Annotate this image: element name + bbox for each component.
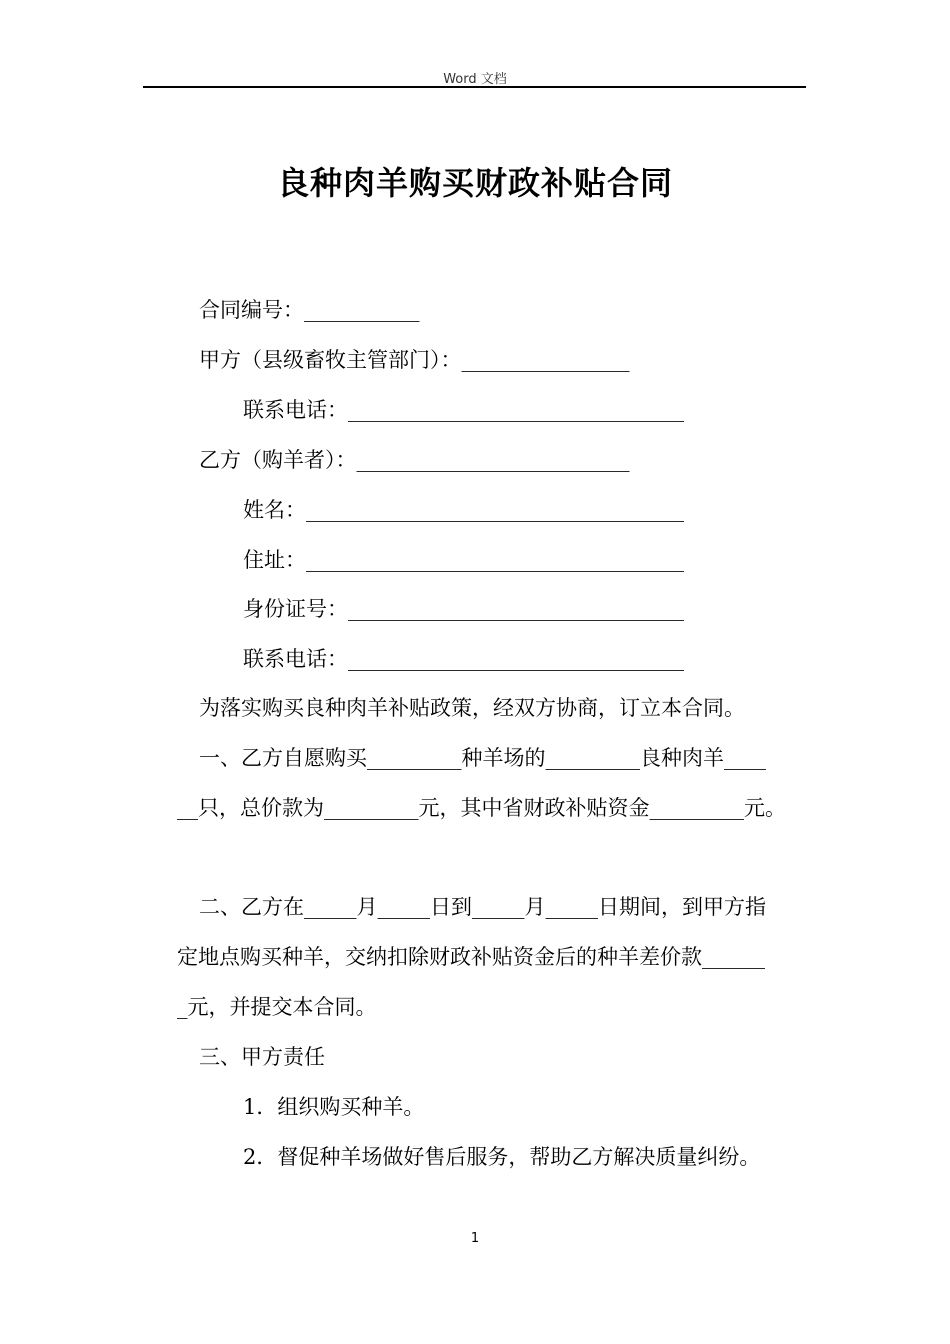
preamble-paragraph: 为落实购买良种肉羊补贴政策，经双方协商，订立本合同。	[199, 696, 745, 720]
party-b-line: 乙方（购羊者）：__________________________	[199, 448, 630, 472]
clause-1-line-1: 一、乙方自愿购买_________种羊场的_________良种肉羊____	[199, 746, 766, 770]
clause-1-line-2: __只，总价款为_________元，其中省财政补贴资金_________元。	[177, 796, 786, 820]
party-b-address-line: 住址：____________________________________	[243, 548, 684, 572]
clause-3-heading: 三、甲方责任	[199, 1045, 325, 1069]
clause-3-item-1: 1．组织购买种羊。	[243, 1095, 425, 1119]
page-header: Word 文档	[443, 72, 507, 87]
party-b-phone-line: 联系电话：________________________________	[243, 647, 684, 671]
clause-2-line-1: 二、乙方在_____月_____日到_____月_____日期间，到甲方指	[199, 895, 766, 919]
party-b-name-line: 姓名：____________________________________	[243, 498, 684, 522]
header-rule	[143, 86, 806, 88]
clause-2-line-2: 定地点购买种羊，交纳扣除财政补贴资金后的种羊差价款______	[177, 945, 765, 969]
page-number: 1	[470, 1231, 480, 1246]
party-a-phone-line: 联系电话：________________________________	[243, 398, 684, 422]
document-title: 良种肉羊购买财政补贴合同	[276, 164, 673, 202]
clause-2-line-3: _元，并提交本合同。	[177, 995, 377, 1019]
clause-3-item-2: 2．督促种羊场做好售后服务，帮助乙方解决质量纠纷。	[243, 1145, 761, 1169]
party-a-line: 甲方（县级畜牧主管部门）：________________	[199, 348, 630, 372]
contract-number-line: 合同编号：___________	[199, 298, 420, 322]
party-b-id-line: 身份证号：________________________________	[243, 597, 684, 621]
